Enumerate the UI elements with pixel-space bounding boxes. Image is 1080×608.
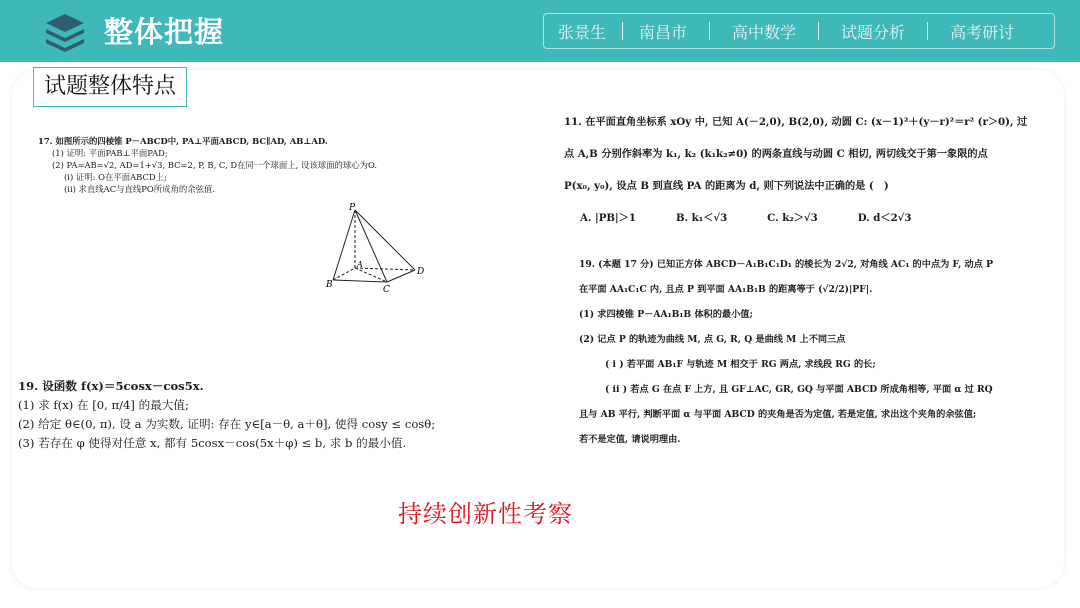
- breadcrumb-city: 南昌市: [639, 22, 688, 42]
- question-17: [38, 135, 377, 195]
- q11-option-a: A. |PB|＞1: [580, 212, 636, 224]
- q17-part2-i: (i) 证明: O在平面ABCD上;: [64, 172, 167, 182]
- question-19-function: [18, 377, 435, 453]
- stacked-layers-icon: [44, 12, 86, 52]
- q17-part1: (1) 证明: 平面PAB⊥平面PAD;: [52, 148, 168, 158]
- q11-options: [564, 202, 1027, 234]
- q19b-part2-i: ( i ) 若平面 AB₁F 与轨迹 M 相交于 RG 两点, 求线段 RG 的长;: [605, 359, 876, 370]
- q19b-part2-ii-cont: 且与 AB 平行, 判断平面 α 与平面 ABCD 的夹角是否为定值, 若是定值, 求出这个夹角的余弦值;: [579, 409, 977, 420]
- label-b: B: [326, 280, 333, 290]
- q19a-part2: (2) 给定 θ∈(0, π), 设 a 为实数, 证明: 存在 y∈[a－θ, a＋θ], 使得 cosy ≤ cosθ;: [18, 417, 436, 431]
- breadcrumb-analysis: 试题分析: [841, 22, 906, 42]
- q19a-part3: (3) 若存在 φ 使得对任意 x, 都有 5cosx－cos(5x＋φ) ≤ b, 求 b 的最小值.: [18, 436, 407, 450]
- q19b-part2-ii: ( ii ) 若点 G 在点 F 上方, 且 GF⊥AC, GR, GQ 与平面 ABCD 所成角相等, 平面 α 过 RQ: [605, 384, 993, 395]
- q11-line2: 点 A,B 分别作斜率为 k₁, k₂ (k₁k₂≠0) 的两条直线与动圆 C 相切, 两切线交于第一象限的点: [564, 148, 988, 160]
- footer-highlight: 持续创新性考察: [398, 500, 573, 528]
- label-c: C: [383, 285, 390, 294]
- breadcrumb-subject: 高中数学: [732, 22, 797, 42]
- question-11: [564, 106, 1027, 234]
- q17-part2: (2) PA=AB=√2, AD=1+√3, BC=2, P, B, C, D在同一个球面上, 设该球面的球心为O.: [52, 160, 378, 170]
- q11-option-d: D. d＜2√3: [857, 212, 912, 224]
- q11-option-c: C. k₂＞√3: [767, 212, 818, 224]
- label-p: P: [349, 203, 356, 213]
- section-label: 试题整体特点: [33, 67, 187, 107]
- pyramid-figure: [325, 202, 435, 294]
- q19a-part1: (1) 求 f(x) 在 [0, π/4] 的最大值;: [18, 398, 189, 412]
- q19b-part2-ii-end: 若不是定值, 请说明理由.: [579, 434, 681, 445]
- header-bar: [0, 0, 1080, 62]
- q17-part2-ii: (ii) 求直线AC与直线PO所成角的余弦值.: [64, 184, 216, 194]
- q19b-stem-cont: 在平面 AA₁C₁C 内, 且点 P 到平面 AA₁B₁B 的距离等于 (√2/2)|PF|.: [579, 284, 873, 295]
- q11-line1: 11. 在平面直角坐标系 xOy 中, 已知 A(－2,0), B(2,0), 动圆 C: (x－1)²＋(y－r)²＝r² (r＞0), 过: [564, 116, 1028, 128]
- q19b-part1: (1) 求四棱锥 P－AA₁B₁B 体积的最小值;: [579, 309, 753, 320]
- page-title: 整体把握: [104, 15, 225, 49]
- breadcrumb-author: 张景生: [558, 22, 607, 42]
- q19b-stem: 19. (本题 17 分) 已知正方体 ABCD－A₁B₁C₁D₁ 的棱长为 2√2, 对角线 AC₁ 的中点为 F, 动点 P: [579, 259, 993, 270]
- question-19-cube: [579, 252, 993, 452]
- label-d: D: [417, 267, 425, 277]
- label-a: A: [357, 260, 363, 269]
- q17-stem: 17. 如图所示的四棱锥 P－ABCD中, PA⊥平面ABCD, BC∥AD, AB⊥AD.: [38, 136, 328, 146]
- q19b-part2: (2) 记点 P 的轨迹为曲线 M, 点 G, R, Q 是曲线 M 上不同三点: [579, 334, 846, 345]
- breadcrumb: [543, 13, 1055, 49]
- q11-option-b: B. k₁＜√3: [675, 212, 728, 224]
- breadcrumb-research: 高考研讨: [950, 22, 1015, 42]
- q19a-stem: 19. 设函数 f(x)＝5cosx－cos5x.: [18, 379, 204, 393]
- q11-line3: P(x₀, y₀), 设点 B 到直线 PA 的距离为 d, 则下列说法中正确的是 ( ): [564, 180, 889, 192]
